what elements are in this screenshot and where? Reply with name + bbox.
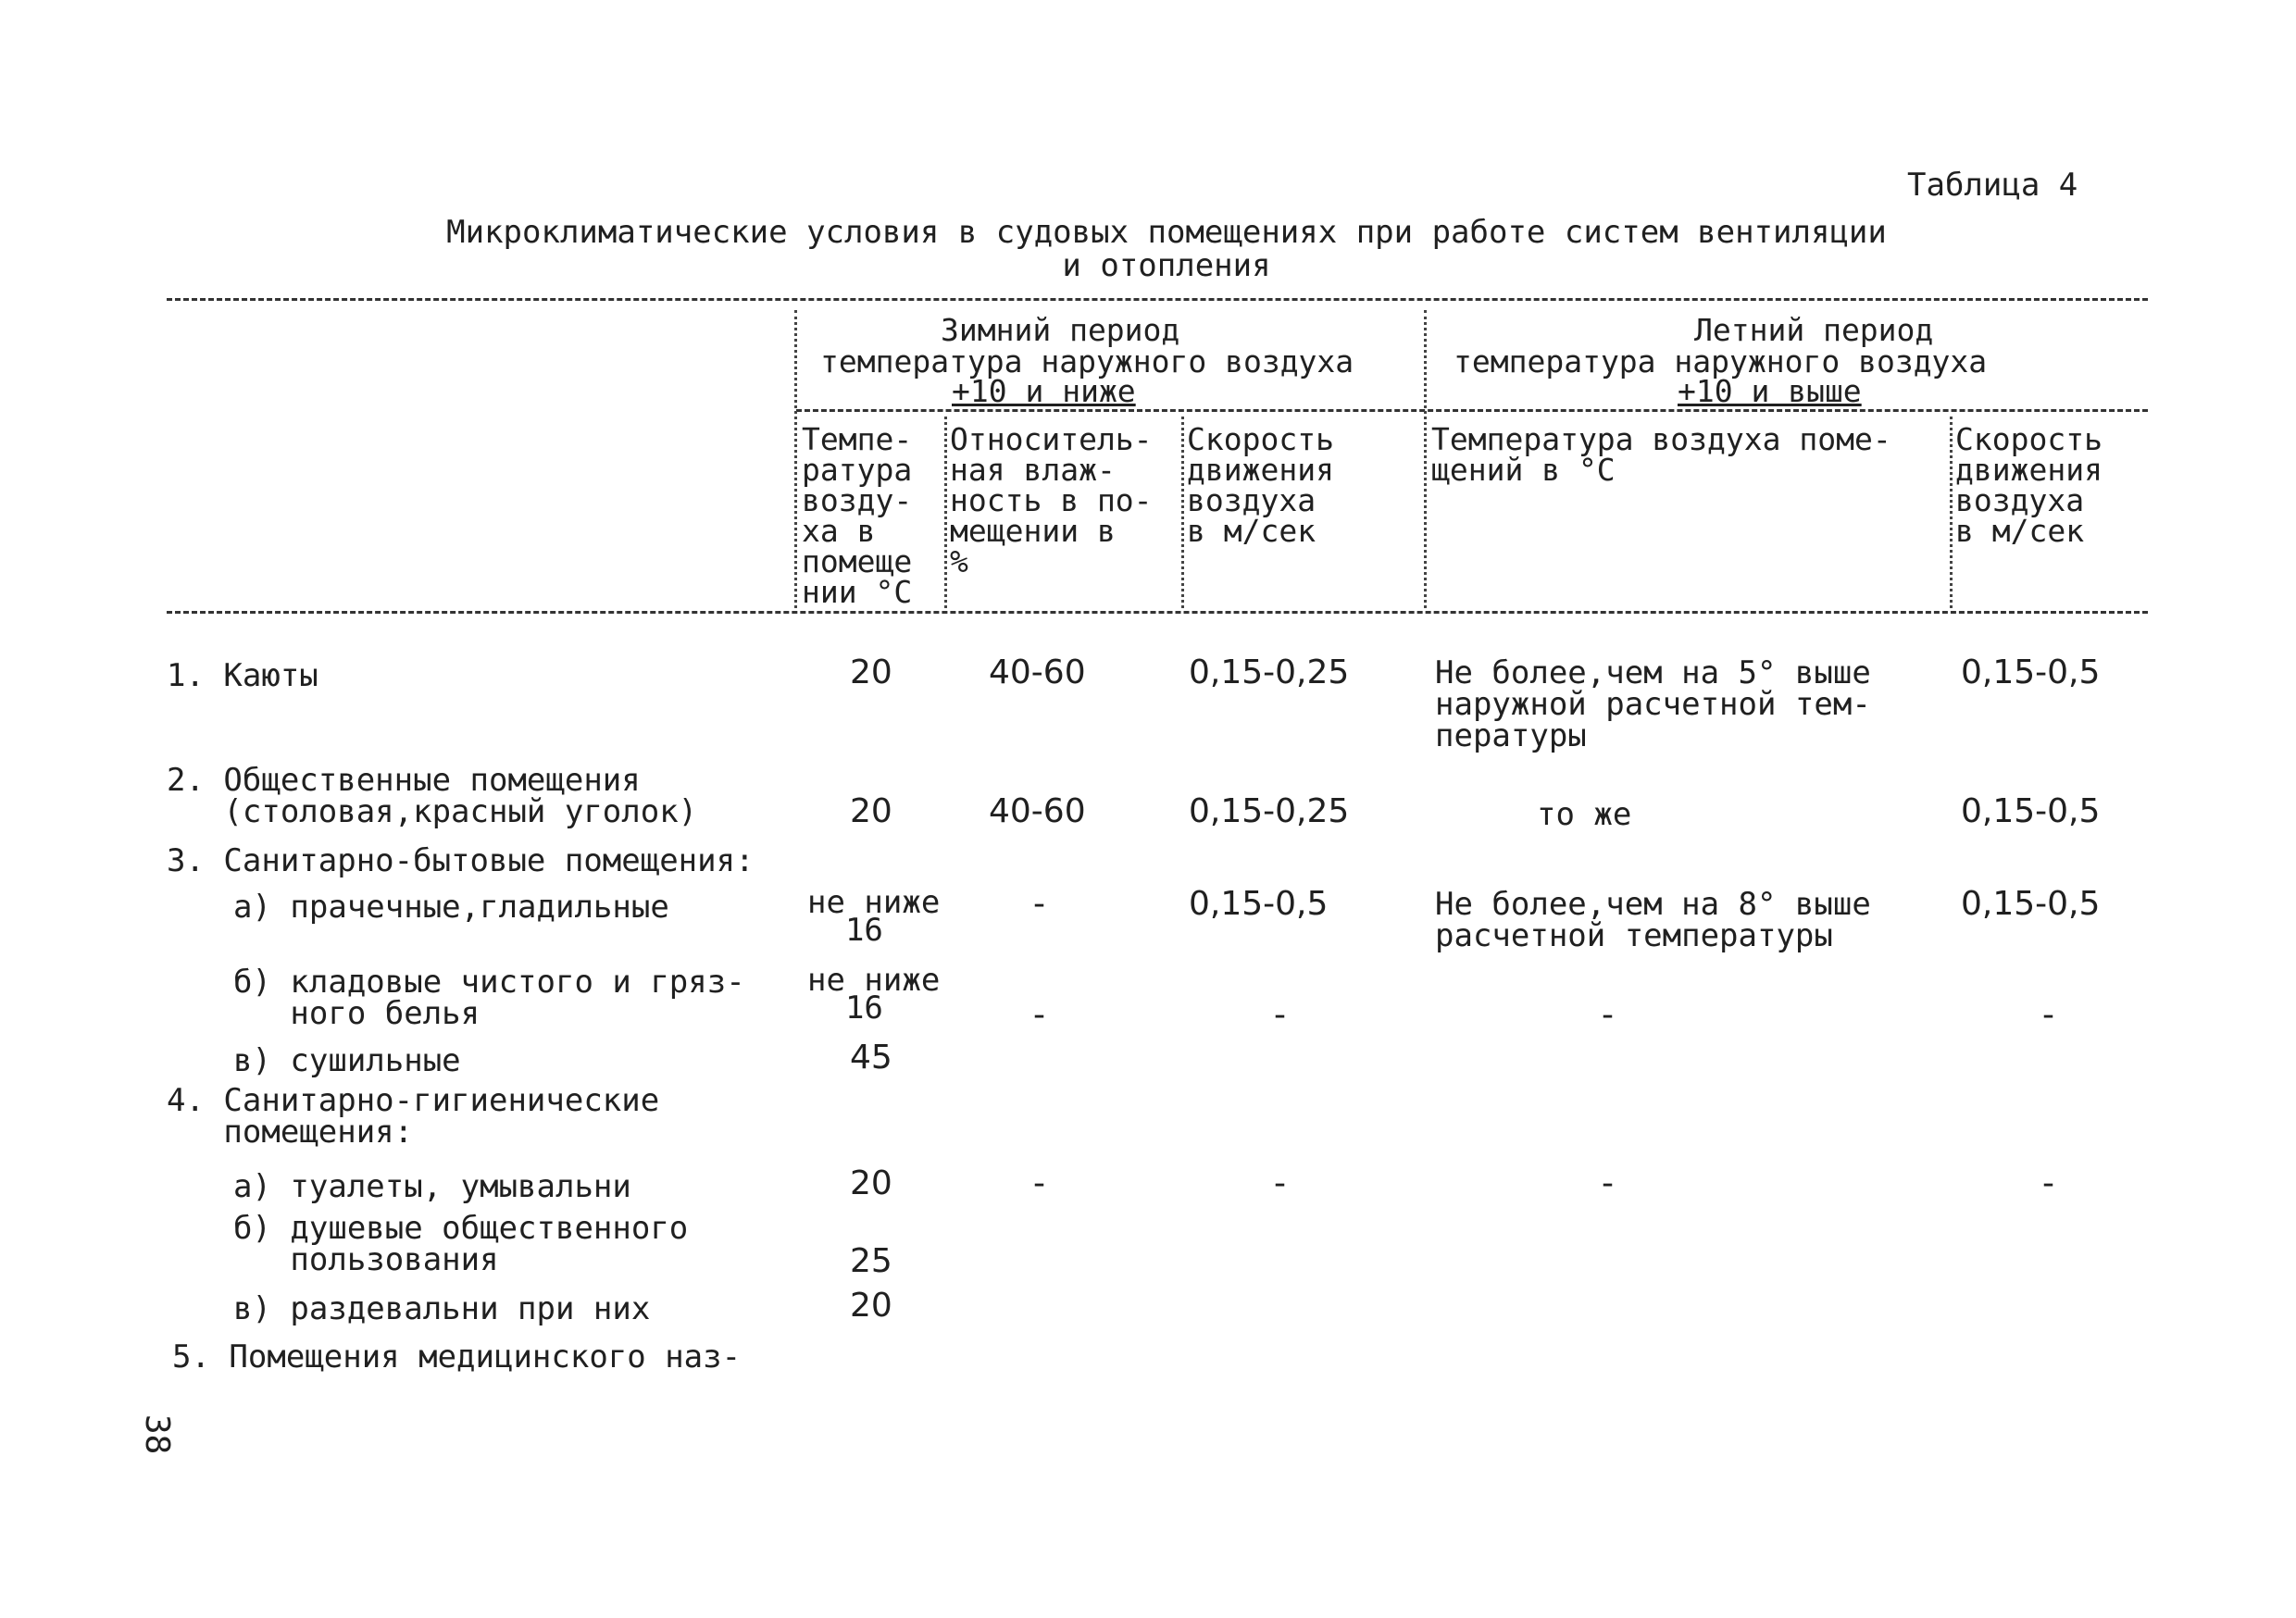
col-header-temperature: Темпе- ратура возду- ха в помеще нии °С <box>802 421 913 610</box>
section-label: 3. Санитарно-бытовые помещения: <box>167 842 755 879</box>
cell-humidity: 40-60 <box>989 792 1086 830</box>
row-label: а) туалеты, умывальни <box>233 1168 631 1205</box>
cell-summer-temp: Не более,чем на 8° выше расчетной температуры <box>1435 886 1871 954</box>
row-label: 1. Каюты <box>167 657 318 694</box>
col-header-air-speed-winter: Скорость движения воздуха в м/сек <box>1187 421 1334 549</box>
cell-summer-temp: Не более,чем на 5° выше наружной расчетной тем- пературы <box>1435 654 1871 754</box>
cell-speed-summer: - <box>2042 996 2054 1034</box>
cell-summer-temp: - <box>1602 996 1614 1034</box>
cell-speed-summer: 0,15-0,5 <box>1961 792 2101 830</box>
cell-temperature: 20 <box>850 1287 892 1325</box>
row-label: б) душевые общественного пользования <box>233 1210 689 1278</box>
cell-temperature: не ниже 16 <box>807 962 941 1027</box>
cell-speed-winter: 0,15-0,25 <box>1189 653 1350 691</box>
row-label: 2. Общественные помещения (столовая,красный уголок) <box>167 762 698 830</box>
table-top-rule <box>167 298 2148 301</box>
col-separator-1 <box>794 310 797 608</box>
cell-temperature: 45 <box>850 1039 892 1077</box>
cell-humidity: - <box>1033 885 1045 923</box>
col-header-temperature-summer: Температура воздуха поме- щений в °С <box>1431 421 1891 488</box>
header-bottom-rule <box>167 611 2148 614</box>
col-separator-5 <box>1950 417 1953 608</box>
summer-period-title: Летний период <box>1694 312 1934 348</box>
col-header-air-speed-summer: Скорость движения воздуха в м/сек <box>1955 421 2103 549</box>
cell-humidity: - <box>1033 996 1045 1034</box>
header-mid-rule <box>796 409 2148 412</box>
cell-humidity: - <box>1033 1164 1045 1202</box>
cell-temperature: 25 <box>850 1242 892 1280</box>
cell-speed-winter: - <box>1274 996 1286 1034</box>
row-label: в) раздевальни при них <box>233 1290 651 1327</box>
summer-period-sub1: температура наружного воздуха <box>1454 343 1988 380</box>
cell-temperature: 20 <box>850 653 892 691</box>
winter-period-sub1: температура наружного воздуха <box>820 343 1354 380</box>
winter-period-title: Зимний период <box>941 312 1180 348</box>
section-label: 4. Санитарно-гигиенические помещения: <box>167 1082 660 1151</box>
cell-temperature: 20 <box>850 792 892 830</box>
cell-humidity: 40-60 <box>989 653 1086 691</box>
table-title-line2: и отопления <box>1062 247 1271 284</box>
page-number: 38 <box>138 1414 176 1455</box>
row-label: в) сушильные <box>233 1042 461 1079</box>
cell-speed-summer: 0,15-0,5 <box>1961 885 2101 923</box>
cell-summer-temp: то же <box>1537 796 1632 833</box>
cell-summer-temp: - <box>1602 1164 1614 1202</box>
col-header-humidity: Относитель- ная влаж- ность в по- мещении в % <box>950 421 1153 579</box>
row-label: а) прачечные,гладильные <box>233 889 669 926</box>
cell-speed-winter: - <box>1274 1164 1286 1202</box>
col-separator-2 <box>944 417 947 608</box>
cell-speed-winter: 0,15-0,25 <box>1189 792 1350 830</box>
section-label: 5. Помещения медицинского наз- <box>172 1338 742 1375</box>
col-separator-3 <box>1181 417 1184 608</box>
cell-speed-winter: 0,15-0,5 <box>1189 885 1329 923</box>
summer-period-sub2: +10 и выше <box>1678 373 1862 409</box>
table-label: Таблица 4 <box>1907 167 2078 204</box>
cell-temperature: 20 <box>850 1164 892 1202</box>
cell-temperature: не ниже 16 <box>807 884 941 949</box>
col-separator-4 <box>1424 310 1427 608</box>
cell-speed-summer: - <box>2042 1164 2054 1202</box>
winter-period-sub2: +10 и ниже <box>952 373 1136 409</box>
table-title-line1: Микроклиматические условия в судовых помещениях при работе систем вентиляции <box>446 214 1887 251</box>
cell-speed-summer: 0,15-0,5 <box>1961 653 2101 691</box>
row-label: б) кладовые чистого и гряз- ного белья <box>233 964 745 1032</box>
